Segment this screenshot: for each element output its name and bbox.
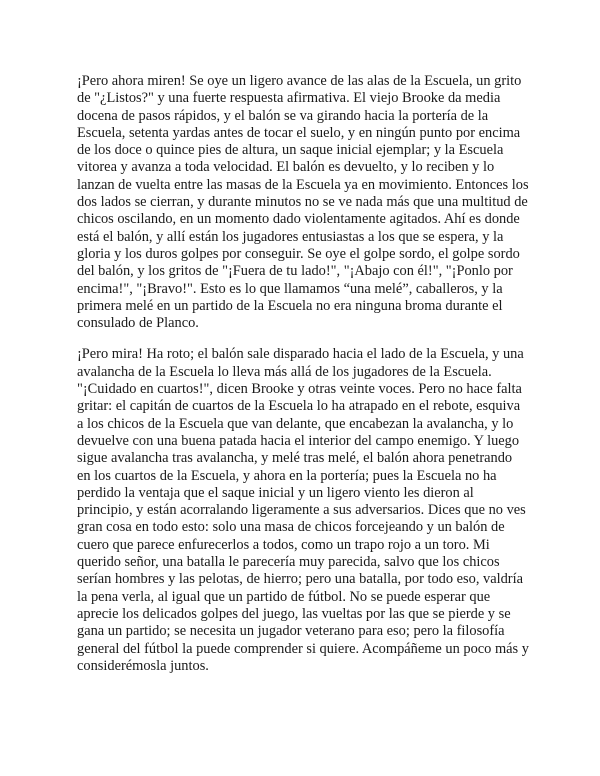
paragraph-1: ¡Pero ahora miren! Se oye un ligero avance de las alas de la Escuela, un grito de "¿Listos?" y una fuerte respuesta afirmativa. El viejo Brooke da media docena de pasos rápidos, y el balón se va girando hacia la portería de la Escuela, setenta yardas antes de tocar el suelo, y en ningún punto por encima de los doce o quince pies de altura, un saque inicial ejemplar; y la Escuela vitorea y avanza a toda velocidad. El balón es devuelto, y lo reciben y lo lanzan de vuelta entre las masas de la Escuela ya en movimiento. Entonces los dos lados se cierran, y durante minutos no se ve nada más que una multitud de chicos oscilando, en un momento dado violentamente agitados. Ahí es donde está el balón, y allí están los jugadores entusiastas a los que se espera, y la gloria y los duros golpes por conseguir. Se oye el golpe sordo, el golpe sordo del balón, y los gritos de "¡Fuera de tu lado!", "¡Abajo con él!", "¡Ponlo por encima!", "¡Bravo!". Esto es lo que llamamos “una melé”, caballeros, y la primera melé en un partido de la Escuela no era ninguna broma durante el consulado de Planco. <box>77 73 529 332</box>
document-page <box>77 73 529 675</box>
paragraph-2: ¡Pero mira! Ha roto; el balón sale disparado hacia el lado de la Escuela, y una avalancha de la Escuela lo lleva más allá de los jugadores de la Escuela. "¡Cuidado en cuartos!", dicen Brooke y otras veinte voces. Pero no hace falta gritar: el capitán de cuartos de la Escuela lo ha atrapado en el rebote, esquiva a los chicos de la Escuela que van delante, que encabezan la avalancha, y lo devuelve con una buena patada hacia el interior del campo enemigo. Y luego sigue avalancha tras avalancha, y melé tras melé, el balón ahora penetrando en los cuartos de la Escuela, y ahora en la portería; pues la Escuela no ha perdido la ventaja que el saque inicial y un ligero viento les dieron al principio, y están acorralando ligeramente a sus adversarios. Dices que no ves gran cosa en todo esto: solo una masa de chicos forcejeando y un balón de cuero que parece enfurecerlos a todos, como un trapo rojo a un toro. Mi querido señor, una batalla le parecería muy parecida, salvo que los chicos serían hombres y las pelotas, de hierro; pero una batalla, por todo eso, valdría la pena verla, al igual que un partido de fútbol. No se puede esperar que aprecie los delicados golpes del juego, las vueltas por las que se pierde y se gana un partido; se necesita un jugador veterano para eso; pero la filosofía general del fútbol la puede comprender si quiere. Acompáñeme un poco más y considerémosla juntos. <box>77 346 529 674</box>
